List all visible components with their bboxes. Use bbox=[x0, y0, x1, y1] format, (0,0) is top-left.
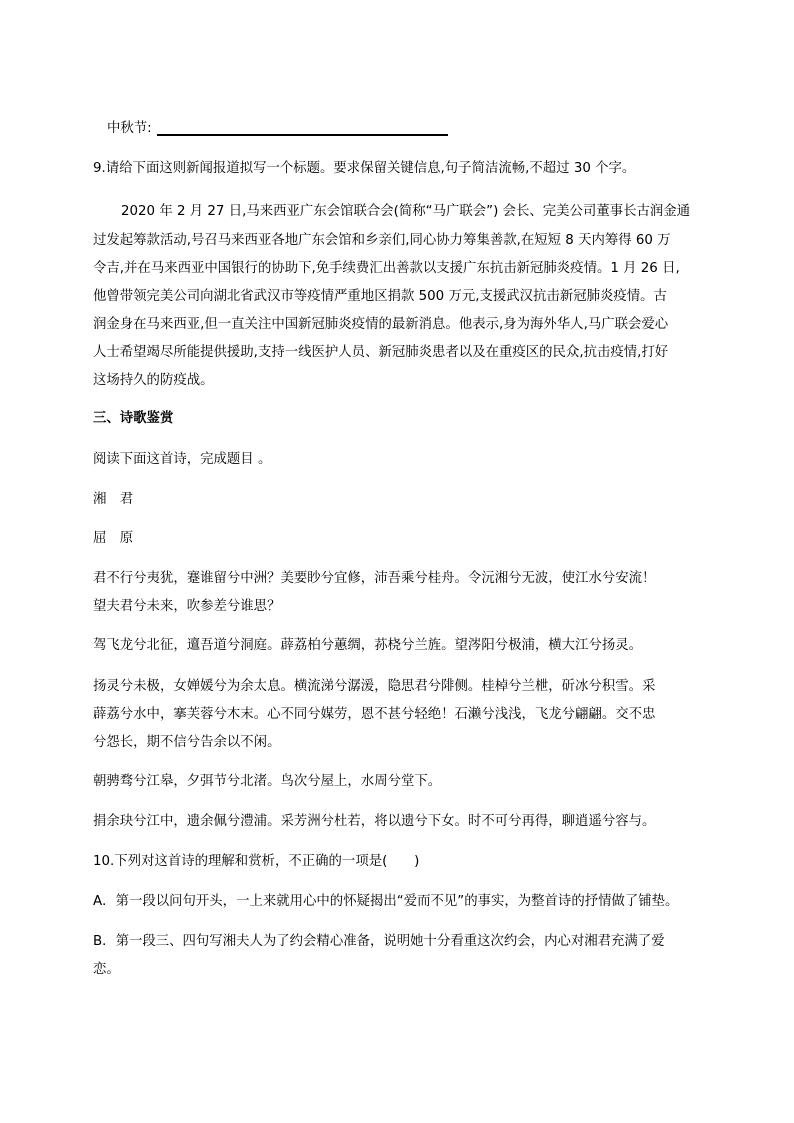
poem-stanza-3-line-3: 兮怨长，期不信兮告余以不闲。 bbox=[93, 735, 281, 750]
answer-label-mid-autumn: 中秋节: bbox=[107, 121, 152, 136]
news-paragraph-line-6: 人士希望竭尽所能提供援助,支持一线医护人员、新冠肺炎患者以及在重疫区的民众,抗击疫情,打好 bbox=[93, 345, 669, 360]
news-paragraph-line-7: 这场持久的防疫战。 bbox=[93, 373, 214, 388]
poem-stanza-2: 驾飞龙兮北征，邅吾道兮洞庭。薜荔柏兮蕙绸，荪桡兮兰旌。望涔阳兮极浦，横大江兮扬灵。 bbox=[93, 638, 643, 653]
poem-stanza-4: 朝骋骛兮江皋，夕弭节兮北渚。鸟次兮屋上，水周兮堂下。 bbox=[93, 774, 442, 789]
option-b-line-1: B．第一段三、四句写湘夫人为了约会精心准备，说明她十分看重这次约会，内心对湘君充满了爱 bbox=[93, 934, 665, 949]
poem-stanza-3-line-1: 扬灵兮未极，女婵媛兮为余太息。横流涕兮潺湲，隐思君兮陫侧。桂棹兮兰枻，斫冰兮积雪。采 bbox=[93, 679, 656, 694]
news-paragraph-line-1: 2020 年 2 月 27 日,马来西亚广东会馆联合会(简称“马广联会”) 会长、完美公司董事长古润金通 bbox=[121, 204, 691, 219]
question-10: 10.下列对这首诗的理解和赏析，不正确的一项是( ) bbox=[93, 854, 420, 869]
poem-stanza-1-line-2: 望夫君兮未来，吹参差兮谁思？ bbox=[93, 599, 281, 614]
news-paragraph-line-2: 过发起筹款活动,号召马来西亚各地广东会馆和乡亲们,同心协力筹集善款,在短短 8 天内筹得 60 万 bbox=[93, 233, 671, 248]
poem-stanza-3-line-2: 薜荔兮水中，搴芙蓉兮木末。心不同兮媒劳，恩不甚兮轻绝！石濑兮浅浅，飞龙兮翩翩。交不忠 bbox=[93, 707, 656, 722]
option-b-line-2: 恋。 bbox=[93, 962, 120, 977]
answer-blank-line[interactable] bbox=[157, 134, 448, 136]
poem-instruction: 阅读下面这首诗，完成题目 。 bbox=[93, 452, 272, 467]
news-paragraph-line-4: 他曾带领完美公司向湖北省武汉市等疫情严重地区捐款 500 万元,支援武汉抗击新冠肺炎疫情。古 bbox=[93, 289, 667, 304]
poem-author: 屈 原 bbox=[93, 531, 134, 546]
poem-stanza-5: 捐余玦兮江中，遗余佩兮澧浦。采芳洲兮杜若，将以遗兮下女。时不可兮再得，聊逍遥兮容与。 bbox=[93, 814, 656, 829]
option-a: A．第一段以问句开头，一上来就用心中的怀疑揭出“爱而不见”的事实，为整首诗的抒情做了铺垫。 bbox=[93, 894, 679, 909]
news-paragraph-line-3: 令吉,并在马来西亚中国银行的协助下,免手续费汇出善款以支援广东抗击新冠肺炎疫情。1 月 26 日, bbox=[93, 261, 680, 276]
poem-stanza-1-line-1: 君不行兮夷犹，蹇谁留兮中洲？美要眇兮宜修，沛吾乘兮桂舟。令沅湘兮无波，使江水兮安流！ bbox=[93, 571, 656, 586]
question-9: 9.请给下面这则新闻报道拟写一个标题。要求保留关键信息,句子简洁流畅,不超过 30 个字。 bbox=[93, 161, 636, 176]
poem-title: 湘 君 bbox=[93, 492, 134, 507]
news-paragraph-line-5: 润金身在马来西亚,但一直关注中国新冠肺炎疫情的最新消息。他表示,身为海外华人,马广联会爱心 bbox=[93, 317, 669, 332]
section-heading-poetry: 三、诗歌鉴赏 bbox=[93, 411, 174, 426]
